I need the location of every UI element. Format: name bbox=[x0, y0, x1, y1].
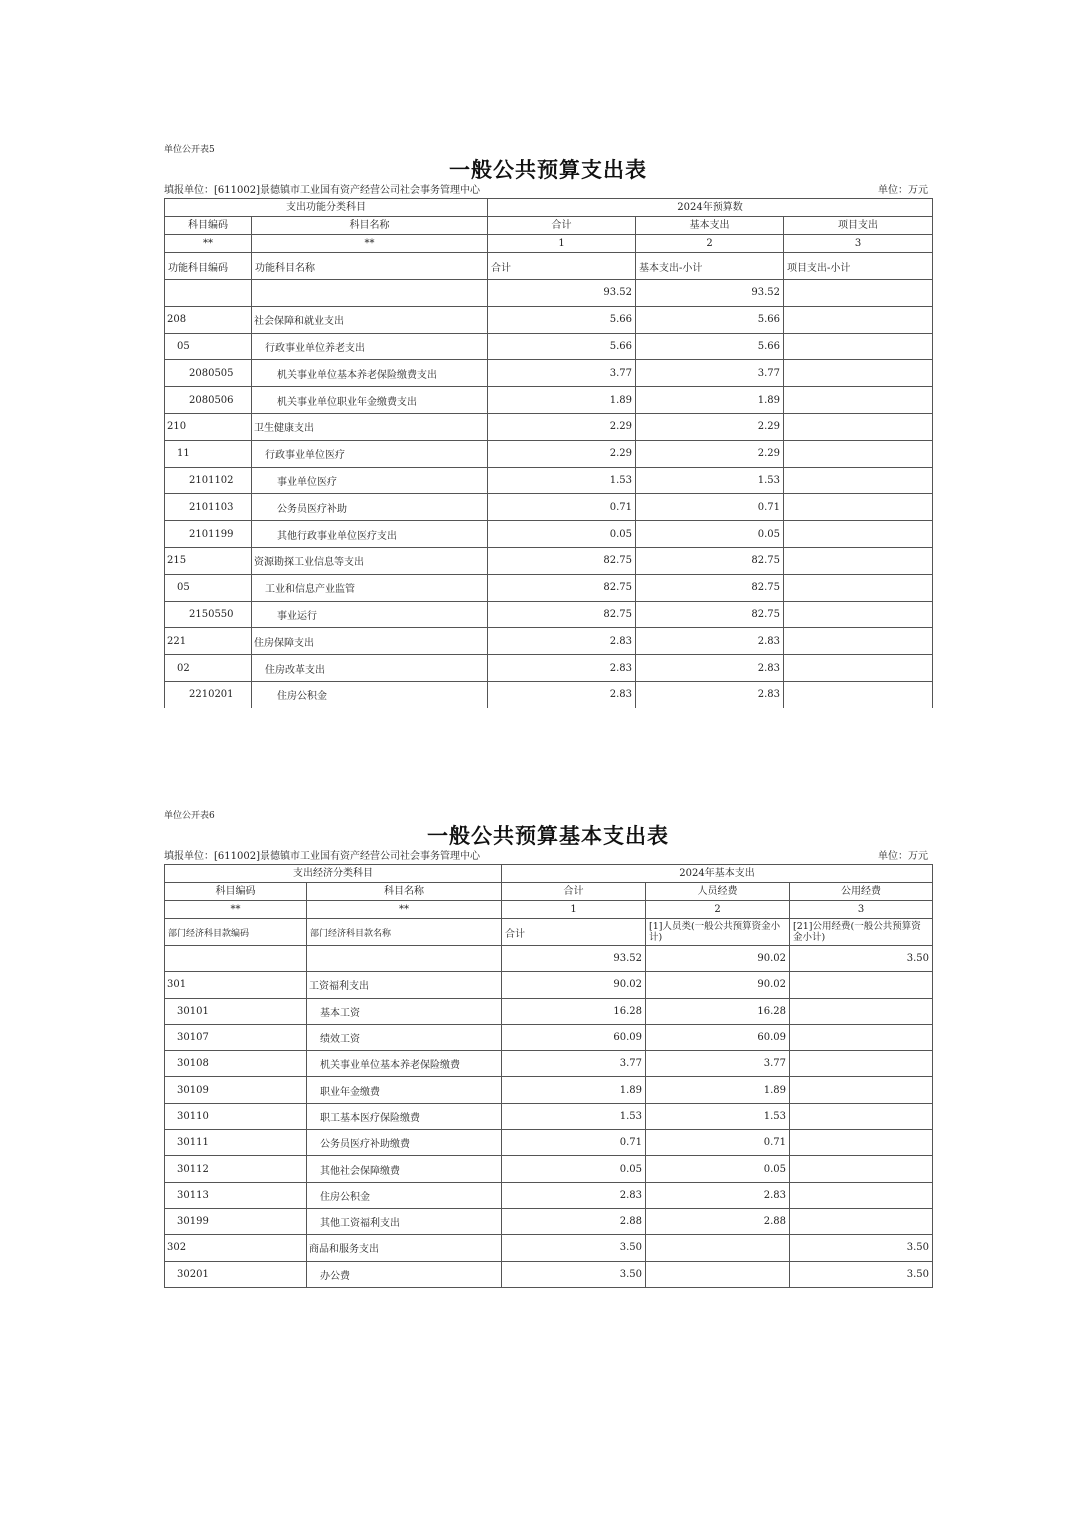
subject-name: 资源勘探工业信息等支出 bbox=[252, 547, 488, 574]
amount-personnel: 2.83 bbox=[646, 1182, 790, 1208]
table-row bbox=[165, 1130, 933, 1156]
table-row bbox=[165, 1235, 933, 1261]
amount-basic: 82.75 bbox=[636, 574, 784, 601]
amount-public bbox=[790, 1156, 933, 1182]
amount-public bbox=[790, 1103, 933, 1129]
amount-basic: 5.66 bbox=[636, 333, 784, 360]
subject-name: 其他工资福利支出 bbox=[307, 1208, 502, 1234]
amount-total: 2.83 bbox=[502, 1182, 646, 1208]
amount-personnel: 0.71 bbox=[646, 1130, 790, 1156]
meta-row bbox=[164, 184, 932, 198]
subject-code: 30111 bbox=[165, 1130, 307, 1156]
subject-code: 2080506 bbox=[165, 387, 252, 414]
amount-basic: 1.89 bbox=[636, 387, 784, 414]
meta-row bbox=[164, 850, 932, 864]
subject-name: 机关事业单位职业年金缴费支出 bbox=[252, 387, 488, 414]
amount-project bbox=[784, 574, 933, 601]
total-row bbox=[165, 946, 933, 972]
amount-total: 90.02 bbox=[502, 972, 646, 998]
group-header-left: 支出经济分类科目 bbox=[165, 865, 502, 883]
subject-name: 社会保障和就业支出 bbox=[252, 306, 488, 333]
amount-total: 82.75 bbox=[488, 547, 636, 574]
table-row bbox=[165, 1182, 933, 1208]
subject-code: 2101199 bbox=[165, 521, 252, 548]
amount-project bbox=[784, 655, 933, 682]
amount-total: 1.53 bbox=[488, 467, 636, 494]
subject-name: 基本工资 bbox=[307, 998, 502, 1024]
basic-expenditure-table bbox=[164, 864, 933, 1288]
index-cell: ** bbox=[307, 901, 502, 919]
group-header-row bbox=[165, 865, 933, 883]
table-row bbox=[165, 628, 933, 655]
amount-personnel: 1.89 bbox=[646, 1077, 790, 1103]
amount-public bbox=[790, 1208, 933, 1234]
amount-total: 2.83 bbox=[488, 655, 636, 682]
amount-basic: 2.29 bbox=[636, 440, 784, 467]
amount-personnel: 0.05 bbox=[646, 1156, 790, 1182]
subject-name: 职业年金缴费 bbox=[307, 1077, 502, 1103]
amount-total: 1.89 bbox=[502, 1077, 646, 1103]
amount-basic: 2.29 bbox=[636, 413, 784, 440]
subject-code: 30201 bbox=[165, 1261, 307, 1287]
table-row bbox=[165, 306, 933, 333]
amount-public bbox=[790, 998, 933, 1024]
amount-personnel bbox=[646, 1261, 790, 1287]
amount-project bbox=[784, 601, 933, 628]
subject-name: 行政事业单位养老支出 bbox=[252, 333, 488, 360]
amount-public bbox=[790, 1051, 933, 1077]
table-row bbox=[165, 1051, 933, 1077]
subject-code: 2150550 bbox=[165, 601, 252, 628]
amount-project bbox=[784, 521, 933, 548]
subject-code: 215 bbox=[165, 547, 252, 574]
subject-name: 公务员医疗补助 bbox=[252, 494, 488, 521]
subject-name: 住房公积金 bbox=[252, 681, 488, 707]
amount-total: 60.09 bbox=[502, 1024, 646, 1050]
amount-personnel: 60.09 bbox=[646, 1024, 790, 1050]
column-name: 部门经济科目款编码 bbox=[165, 919, 307, 946]
amount-total: 1.53 bbox=[502, 1103, 646, 1129]
subject-code: 30113 bbox=[165, 1182, 307, 1208]
table-row bbox=[165, 1077, 933, 1103]
amount-personnel bbox=[646, 1235, 790, 1261]
fill-unit-label: 填报单位：[611002]景德镇市工业国有资产经营公司社会事务管理中心 bbox=[164, 185, 480, 196]
subject-code: 30110 bbox=[165, 1103, 307, 1129]
fill-unit-label: 填报单位：[611002]景德镇市工业国有资产经营公司社会事务管理中心 bbox=[164, 851, 480, 862]
table-row bbox=[165, 574, 933, 601]
amount-total: 3.77 bbox=[488, 360, 636, 387]
amount-basic: 2.83 bbox=[636, 681, 784, 707]
table-row bbox=[165, 655, 933, 682]
column-header: 基本支出 bbox=[636, 217, 784, 235]
amount-total: 3.77 bbox=[502, 1051, 646, 1077]
subject-name: 行政事业单位医疗 bbox=[252, 440, 488, 467]
table-row bbox=[165, 1024, 933, 1050]
index-cell: 2 bbox=[646, 901, 790, 919]
subject-name: 其他行政事业单位医疗支出 bbox=[252, 521, 488, 548]
subject-name: 其他社会保障缴费 bbox=[307, 1156, 502, 1182]
column-header: 科目编码 bbox=[165, 217, 252, 235]
amount-total: 2.88 bbox=[502, 1208, 646, 1234]
table-row bbox=[165, 467, 933, 494]
column-header-row bbox=[165, 217, 933, 235]
amount-total: 2.29 bbox=[488, 440, 636, 467]
amount-total: 16.28 bbox=[502, 998, 646, 1024]
subject-name: 办公费 bbox=[307, 1261, 502, 1287]
subject-name: 卫生健康支出 bbox=[252, 413, 488, 440]
group-header-right: 2024年基本支出 bbox=[502, 865, 933, 883]
column-name: 功能科目名称 bbox=[252, 253, 488, 280]
column-header: 科目名称 bbox=[307, 883, 502, 901]
subject-code: 30108 bbox=[165, 1051, 307, 1077]
amount-personnel: 3.77 bbox=[646, 1051, 790, 1077]
subject-name: 工资福利支出 bbox=[307, 972, 502, 998]
amount-personnel: 1.53 bbox=[646, 1103, 790, 1129]
amount-total: 5.66 bbox=[488, 333, 636, 360]
subject-code: 30107 bbox=[165, 1024, 307, 1050]
amount-basic: 2.83 bbox=[636, 655, 784, 682]
amount-project bbox=[784, 440, 933, 467]
index-cell: ** bbox=[165, 901, 307, 919]
amount-total: 0.05 bbox=[502, 1156, 646, 1182]
column-header: 科目名称 bbox=[252, 217, 488, 235]
table-row bbox=[165, 413, 933, 440]
table-row bbox=[165, 547, 933, 574]
index-row bbox=[165, 901, 933, 919]
subject-name: 住房改革支出 bbox=[252, 655, 488, 682]
amount-project bbox=[784, 467, 933, 494]
amount-project bbox=[784, 306, 933, 333]
total-public: 3.50 bbox=[790, 946, 933, 972]
amount-total: 5.66 bbox=[488, 306, 636, 333]
subject-name: 住房保障支出 bbox=[252, 628, 488, 655]
table-row bbox=[165, 387, 933, 414]
total-personnel: 90.02 bbox=[646, 946, 790, 972]
amount-project bbox=[784, 494, 933, 521]
amount-total: 3.50 bbox=[502, 1235, 646, 1261]
group-header-left: 支出功能分类科目 bbox=[165, 199, 488, 217]
column-header: 合计 bbox=[502, 883, 646, 901]
subject-name: 绩效工资 bbox=[307, 1024, 502, 1050]
amount-personnel: 16.28 bbox=[646, 998, 790, 1024]
amount-basic: 0.71 bbox=[636, 494, 784, 521]
group-header-row bbox=[165, 199, 933, 217]
subject-code: 30101 bbox=[165, 998, 307, 1024]
amount-total: 2.29 bbox=[488, 413, 636, 440]
index-cell: 1 bbox=[488, 235, 636, 253]
subject-name: 商品和服务支出 bbox=[307, 1235, 502, 1261]
amount-basic: 0.05 bbox=[636, 521, 784, 548]
subject-code: 2210201 bbox=[165, 681, 252, 707]
column-header: 公用经费 bbox=[790, 883, 933, 901]
subject-code: 30199 bbox=[165, 1208, 307, 1234]
amount-total: 0.71 bbox=[502, 1130, 646, 1156]
amount-project bbox=[784, 413, 933, 440]
column-name-row bbox=[165, 919, 933, 946]
unit-label: 单位：万元 bbox=[878, 851, 928, 862]
expenditure-table bbox=[164, 198, 933, 708]
index-cell: 3 bbox=[790, 901, 933, 919]
amount-basic: 5.66 bbox=[636, 306, 784, 333]
amount-basic: 82.75 bbox=[636, 547, 784, 574]
amount-basic: 1.53 bbox=[636, 467, 784, 494]
table-row bbox=[165, 681, 933, 707]
total-basic: 93.52 bbox=[636, 280, 784, 307]
amount-basic: 82.75 bbox=[636, 601, 784, 628]
subject-name: 工业和信息产业监管 bbox=[252, 574, 488, 601]
index-cell: 2 bbox=[636, 235, 784, 253]
amount-project bbox=[784, 628, 933, 655]
subject-code: 2101103 bbox=[165, 494, 252, 521]
column-name: 合计 bbox=[488, 253, 636, 280]
subject-code: 30109 bbox=[165, 1077, 307, 1103]
column-name: 基本支出-小计 bbox=[636, 253, 784, 280]
subject-code: 02 bbox=[165, 655, 252, 682]
subject-name: 机关事业单位基本养老保险缴费 bbox=[307, 1051, 502, 1077]
amount-public: 3.50 bbox=[790, 1235, 933, 1261]
subject-code: 2080505 bbox=[165, 360, 252, 387]
amount-project bbox=[784, 387, 933, 414]
subject-code: 221 bbox=[165, 628, 252, 655]
amount-total: 1.89 bbox=[488, 387, 636, 414]
amount-project bbox=[784, 360, 933, 387]
unit-label: 单位：万元 bbox=[878, 185, 928, 196]
table-row bbox=[165, 440, 933, 467]
subject-name: 职工基本医疗保险缴费 bbox=[307, 1103, 502, 1129]
subject-name: 住房公积金 bbox=[307, 1182, 502, 1208]
index-cell: 3 bbox=[784, 235, 933, 253]
column-name: 项目支出-小计 bbox=[784, 253, 933, 280]
amount-project bbox=[784, 333, 933, 360]
column-name-row bbox=[165, 253, 933, 280]
amount-total: 2.83 bbox=[488, 628, 636, 655]
table-row bbox=[165, 601, 933, 628]
subject-name: 事业运行 bbox=[252, 601, 488, 628]
table-row bbox=[165, 972, 933, 998]
subject-code: 05 bbox=[165, 333, 252, 360]
column-header: 项目支出 bbox=[784, 217, 933, 235]
amount-total: 82.75 bbox=[488, 601, 636, 628]
amount-personnel: 2.88 bbox=[646, 1208, 790, 1234]
column-name: 功能科目编码 bbox=[165, 253, 252, 280]
table-row bbox=[165, 998, 933, 1024]
amount-basic: 3.77 bbox=[636, 360, 784, 387]
subject-code: 2101102 bbox=[165, 467, 252, 494]
table-row bbox=[165, 521, 933, 548]
subject-name: 机关事业单位基本养老保险缴费支出 bbox=[252, 360, 488, 387]
document-title: 一般公共预算基本支出表 bbox=[427, 823, 669, 848]
subject-code: 302 bbox=[165, 1235, 307, 1261]
amount-total: 2.83 bbox=[488, 681, 636, 707]
column-name: [1]人员类(一般公共预算资金小计) bbox=[646, 919, 790, 946]
column-name: [21]公用经费(一般公共预算资金小计) bbox=[790, 919, 933, 946]
column-header: 合计 bbox=[488, 217, 636, 235]
subject-code: 05 bbox=[165, 574, 252, 601]
subject-code: 208 bbox=[165, 306, 252, 333]
subject-name: 事业单位医疗 bbox=[252, 467, 488, 494]
column-header: 人员经费 bbox=[646, 883, 790, 901]
table-row bbox=[165, 1103, 933, 1129]
amount-project bbox=[784, 681, 933, 707]
subject-name: 公务员医疗补助缴费 bbox=[307, 1130, 502, 1156]
index-row bbox=[165, 235, 933, 253]
group-header-right: 2024年预算数 bbox=[488, 199, 933, 217]
amount-public bbox=[790, 972, 933, 998]
total-sum: 93.52 bbox=[502, 946, 646, 972]
subject-code: 210 bbox=[165, 413, 252, 440]
form-number: 单位公开表6 bbox=[164, 811, 215, 821]
subject-code: 301 bbox=[165, 972, 307, 998]
amount-personnel: 90.02 bbox=[646, 972, 790, 998]
subject-code: 11 bbox=[165, 440, 252, 467]
column-header-row bbox=[165, 883, 933, 901]
table-row bbox=[165, 1156, 933, 1182]
amount-total: 0.71 bbox=[488, 494, 636, 521]
amount-basic: 2.83 bbox=[636, 628, 784, 655]
amount-public bbox=[790, 1130, 933, 1156]
total-row bbox=[165, 280, 933, 307]
table-row bbox=[165, 1261, 933, 1287]
amount-public bbox=[790, 1077, 933, 1103]
total-project bbox=[784, 280, 933, 307]
basic-expenditure-section bbox=[164, 810, 932, 1288]
total-sum: 93.52 bbox=[488, 280, 636, 307]
form-number: 单位公开表5 bbox=[164, 145, 215, 155]
table-row bbox=[165, 1208, 933, 1234]
amount-project bbox=[784, 547, 933, 574]
index-cell: ** bbox=[252, 235, 488, 253]
subject-code: 30112 bbox=[165, 1156, 307, 1182]
column-name: 部门经济科目款名称 bbox=[307, 919, 502, 946]
amount-total: 3.50 bbox=[502, 1261, 646, 1287]
column-header: 科目编码 bbox=[165, 883, 307, 901]
amount-public bbox=[790, 1024, 933, 1050]
amount-total: 82.75 bbox=[488, 574, 636, 601]
index-cell: ** bbox=[165, 235, 252, 253]
amount-public bbox=[790, 1182, 933, 1208]
table-row bbox=[165, 360, 933, 387]
column-name: 合计 bbox=[502, 919, 646, 946]
amount-public: 3.50 bbox=[790, 1261, 933, 1287]
budget-expenditure-section bbox=[164, 144, 932, 708]
table-row bbox=[165, 333, 933, 360]
table-row bbox=[165, 494, 933, 521]
amount-total: 0.05 bbox=[488, 521, 636, 548]
index-cell: 1 bbox=[502, 901, 646, 919]
document-title: 一般公共预算支出表 bbox=[449, 157, 647, 182]
